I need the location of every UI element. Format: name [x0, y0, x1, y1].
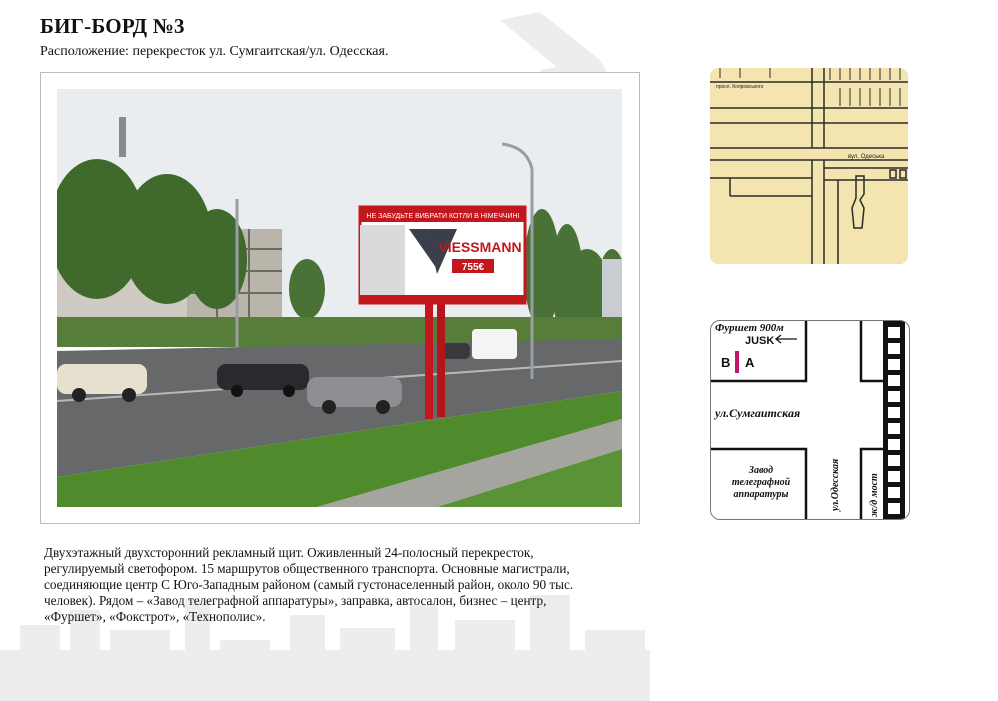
scheme-side-b: B [721, 355, 731, 370]
photo-frame [40, 72, 640, 524]
scheme-bridge-label: ж/д мост [869, 473, 880, 517]
page-title: БИГ-БОРД №3 [40, 14, 185, 38]
billboard-price: 755€ [461, 262, 485, 273]
map-street-right: вул. Одеська [848, 154, 885, 160]
billboard-photo [57, 89, 622, 507]
scheme-store-label: Фуршет 900м [715, 322, 784, 334]
billboard-banner-text: НЕ ЗАБУДЬТЕ ВИБРАТИ КОТЛИ В НІМЕЧЧИНІ [366, 213, 520, 220]
billboard-marker [735, 351, 739, 373]
scheme-street-horizontal: ул.Сумгаитская [715, 406, 801, 420]
billboard-brand: VIESSMANN [438, 239, 522, 255]
scheme-jusk-label: JUSK [745, 335, 775, 347]
scheme-street-vertical: ул.Одесская [830, 458, 841, 511]
location-map [710, 68, 908, 264]
description-text: Двухэтажный двухсторонний рекламный щит. Оживленный 24-полосный перекресток, регулируемый светофором. 15 маршрутов общественного транспорта. Основные магистрали, соединяющие центр С Юго-Западным районом (самый густонаселенный район, около 90 тыс. человек). Рядом – «Завод телеграфной аппаратуры», заправка, автосалон, бизнес – центр, «Фуршет», «Фокстрот», «Технополис». [44, 545, 574, 624]
arrow-left-icon [776, 335, 797, 343]
scheme-factory-line1: Завод [748, 465, 774, 476]
scheme-factory-line2: телеграфной [731, 477, 791, 488]
location-text: Расположение: перекресток ул. Сумгаитская/ул. Одесская. [40, 44, 389, 59]
map-street-top: просп. Копровського [716, 84, 764, 90]
scheme-factory-line3: аппаратуры [733, 489, 789, 500]
scheme-side-a: A [745, 355, 755, 370]
intersection-scheme [710, 320, 910, 520]
